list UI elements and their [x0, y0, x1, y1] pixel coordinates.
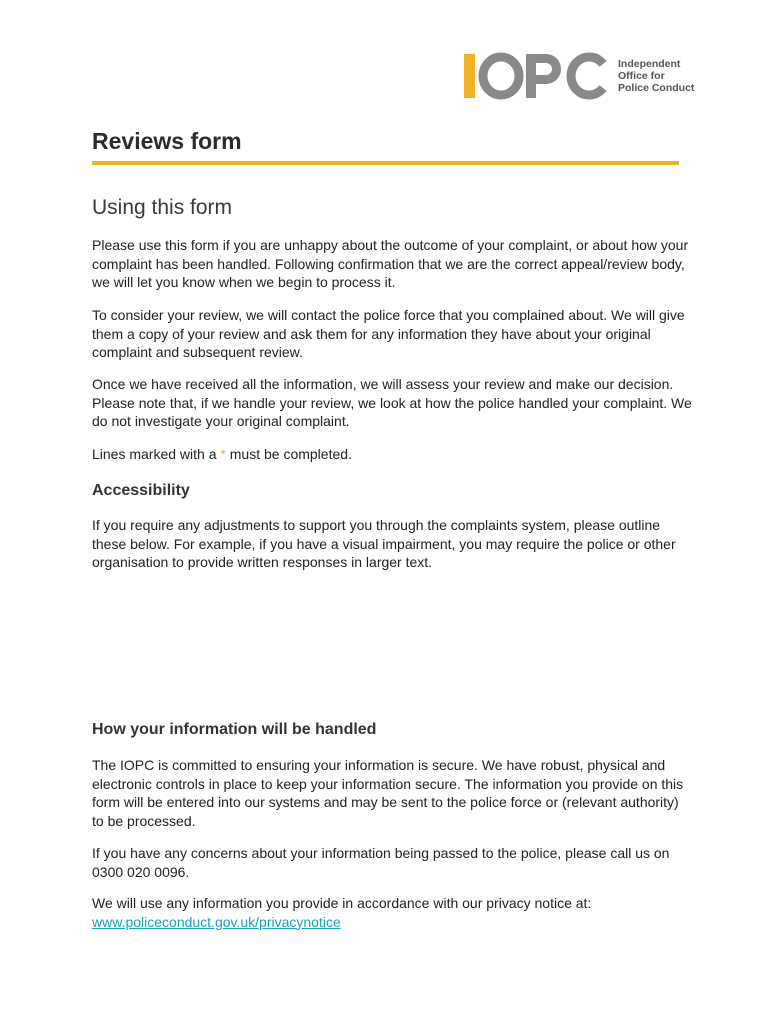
privacy-notice-paragraph: [92, 894, 692, 931]
organisation-name-line: Office for: [618, 70, 665, 82]
page-title: Reviews form: [92, 128, 242, 154]
iopc-logo: [462, 52, 694, 100]
privacy-notice-text: We will use any information you provide in accordance with our privacy notice at:: [92, 895, 592, 911]
accessibility-paragraph: If you require any adjustments to support you through the complaints system, please outline these below. For example, if you have a visual impairment, you may require the police or other organisation to provide written responses in larger text.: [92, 517, 676, 570]
title-divider: [92, 161, 679, 165]
information-paragraph-1: The IOPC is committed to ensuring your information is secure. We have robust, physical and electronic controls in place to keep your information secure. The information you provide on this form will be entered into our systems and may be sent to the police force or (relevant authority) to be processed.: [92, 757, 684, 829]
required-fields-note: [92, 445, 692, 464]
required-note-prefix: Lines marked with a: [92, 446, 217, 462]
organisation-name-line: Independent: [618, 58, 681, 70]
information-handling-heading: How your information will be handled: [92, 721, 377, 738]
using-paragraph-1: Please use this form if you are unhappy about the outcome of your complaint, or about how your complaint has been handled. Following confirmation that we are the correct appeal/review body, we will let you know when we begin to process it.: [92, 237, 689, 290]
privacy-notice-link[interactable]: www.policeconduct.gov.uk/privacynotice: [92, 913, 341, 930]
organisation-name: [618, 58, 694, 94]
using-paragraph-2: To consider your review, we will contact the police force that you complained about. We will give them a copy of your review and ask them for any information they have about your original complaint and subsequent review.: [92, 307, 685, 360]
required-asterisk: *: [220, 446, 226, 462]
using-paragraph-3: Once we have received all the information, we will assess your review and make our decision. Please note that, if we handle your review, we look at how the police handled your complaint. We do not investigate your original complaint.: [92, 376, 692, 429]
using-form-heading: Using this form: [92, 196, 233, 219]
information-paragraph-2: If you have any concerns about your information being passed to the police, please call us on 0300 020 0096.: [92, 845, 670, 880]
accessibility-heading: Accessibility: [92, 482, 190, 499]
organisation-name-line: Police Conduct: [618, 82, 695, 94]
required-note-suffix: must be completed.: [229, 446, 352, 462]
iopc-logo-mark-icon: [462, 52, 610, 100]
